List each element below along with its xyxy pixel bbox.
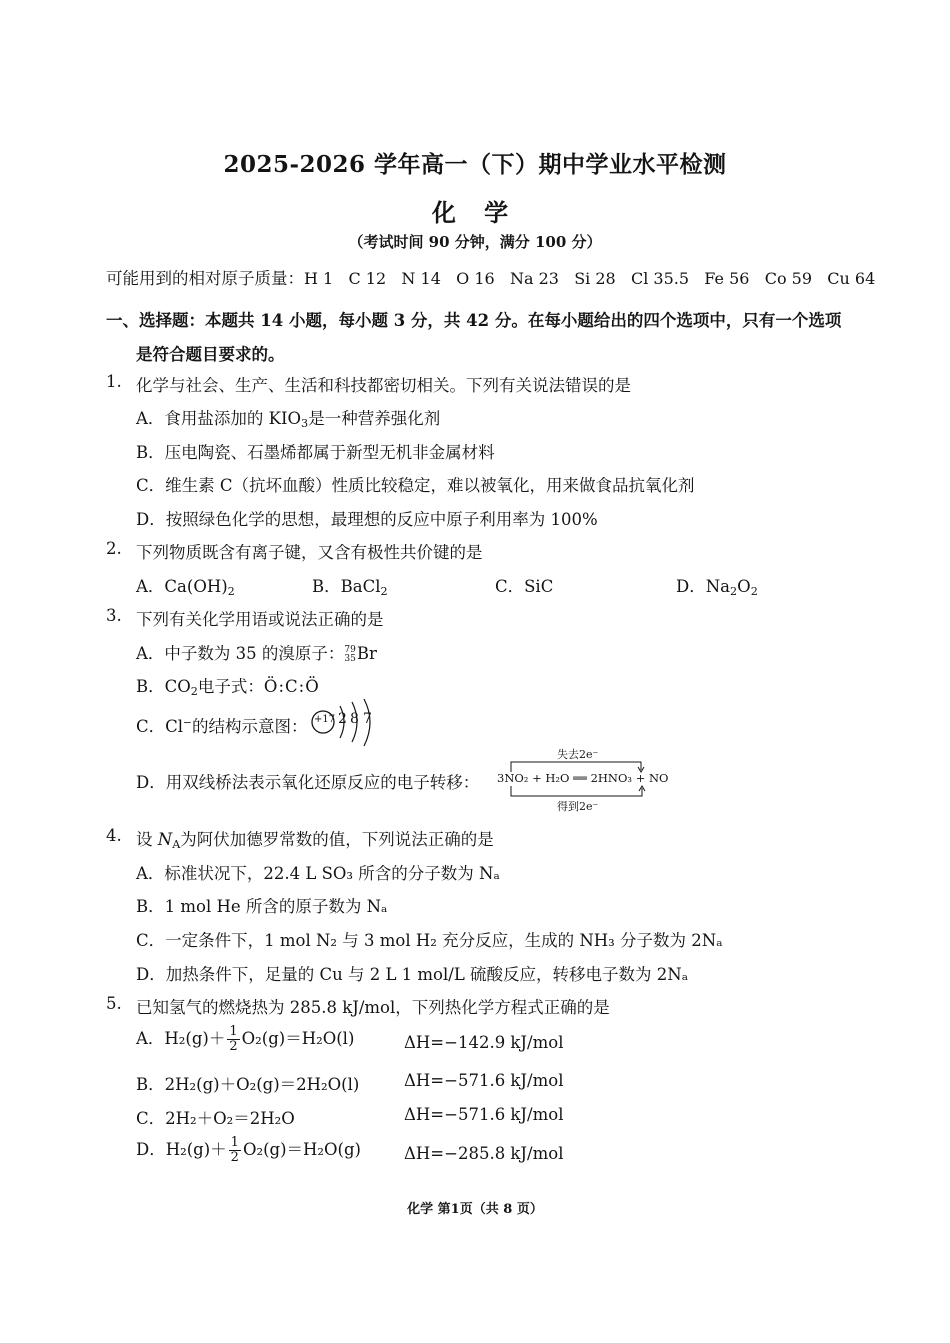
subject-title: 化 学 — [431, 198, 519, 227]
q2-option-a: A．$Ca(OH)_2$ — [136, 577, 235, 598]
q4-option-b: B．1 mol He 所含的原子数为 Nₐ — [136, 897, 388, 916]
exam-title: 2025-2026 学年高一（下）期中学业水平检测 — [223, 151, 727, 178]
atomic-masses-label: 可能用到的相对原子质量： — [106, 269, 304, 288]
question-3 — [106, 606, 384, 629]
q5-option-c-enthalpy: ΔH=−571.6 kJ/mol — [404, 1105, 564, 1124]
question-stem: 已知氢气的燃烧热为 285.8 kJ/mol，下列热化学方程式正确的是 — [136, 998, 610, 1017]
double-bridge-diagram — [497, 748, 669, 813]
q1-option-c: C．维生素 C（抗坏血酸）性质比较稳定，难以被氧化，用来做食品抗氧化剂 — [136, 476, 695, 495]
q5-option-d-enthalpy: ΔH=−285.8 kJ/mol — [404, 1144, 564, 1163]
atomic-masses-values: H 1 C 12 N 14 O 16 Na 23 Si 28 Cl 35.5 Fe 56 Co 59 Cu 64 — [304, 269, 876, 288]
section-heading: 一、选择题：本题共 14 小题，每小题 3 分，共 42 分。在每小题给出的四个选项中，只有一个选项 — [106, 311, 842, 330]
question-stem: 化学与社会、生产、生活和科技都密切相关。下列有关说法错误的是 — [136, 376, 631, 395]
question-stem: 下列物质既含有离子键，又含有极性共价键的是 — [136, 543, 483, 562]
shell-3: 7 — [363, 711, 372, 727]
q3-option-a: A．中子数为 35 的溴原子： 79 35 Br — [136, 644, 377, 664]
shell-2: 8 — [350, 711, 359, 727]
page-footer: 化学 第1页（共 8 页） — [407, 1202, 543, 1217]
q3-option-b: B．$CO_2$电子式：Ö:C:Ö — [136, 677, 320, 698]
question-stem: 下列有关化学用语或说法正确的是 — [136, 610, 384, 629]
electron-dot-formula: Ö:C:Ö — [263, 677, 320, 696]
question-number: 3. — [106, 606, 122, 625]
fraction-one-half: $\frac{1}{2}$ — [229, 1024, 238, 1054]
redox-equation: 3NO₂ + H₂O ══ 2HNO₃ + NO — [497, 771, 669, 785]
question-number: 4. — [106, 826, 122, 845]
q3-option-d: D．用双线桥法表示氧化还原反应的电子转移： — [136, 773, 480, 792]
q4-option-d: D．加热条件下，足量的 Cu 与 2 L 1 mol/L 硫酸反应，转移电子数为 2Nₐ — [136, 965, 689, 984]
q1-option-a: A．食用盐添加的 $KIO_3$是一种营养强化剂 — [136, 409, 441, 430]
q1-option-d: D．按照绿色化学的思想，最理想的反应中原子利用率为 100% — [136, 510, 598, 529]
question-number: 1. — [106, 372, 122, 391]
gain-electrons-label: 得到2e⁻ — [557, 800, 599, 813]
question-5 — [106, 994, 610, 1017]
q4-option-c: C．一定条件下，1 mol N₂ 与 3 mol H₂ 充分反应，生成的 NH₃ 分子数为 2Nₐ — [136, 931, 723, 950]
nuclide-notation: 79 35 — [344, 645, 356, 664]
section-heading-cont: 是符合题目要求的。 — [136, 345, 285, 364]
question-2 — [106, 539, 483, 562]
q5-option-b: B．2H₂(g)＋O₂(g)＝2H₂O(l) — [136, 1075, 360, 1094]
q5-option-d: D．H₂(g)＋ $\frac{1}{2}$ O₂(g)＝H₂O(g) — [136, 1135, 361, 1165]
q2-option-d: D．$Na_2O_2$ — [676, 577, 758, 598]
question-number: 5. — [106, 994, 122, 1013]
q4-option-a: A．标准状况下，22.4 L SO₃ 所含的分子数为 Nₐ — [136, 864, 500, 883]
q2-option-c: C．SiC — [495, 577, 554, 596]
question-stem: 设 $N_A$为阿伏加德罗常数的值，下列说法正确的是 — [136, 830, 494, 851]
fraction-one-half: $\frac{1}{2}$ — [230, 1135, 239, 1165]
q1-option-b: B．压电陶瓷、石墨烯都属于新型无机非金属材料 — [136, 443, 495, 462]
q3-option-c: C．Cl−的结构示意图： — [136, 716, 308, 736]
q5-option-c: C．2H₂＋O₂＝2H₂O — [136, 1109, 295, 1128]
atom-structure-diagram — [310, 698, 380, 750]
q5-option-b-enthalpy: ΔH=−571.6 kJ/mol — [404, 1071, 564, 1090]
shell-1: 2 — [338, 711, 347, 727]
atomic-masses — [106, 265, 875, 289]
q2-option-b: B．BaCl$_2$ — [312, 577, 388, 598]
q5-option-a-enthalpy: ΔH=−142.9 kJ/mol — [404, 1033, 564, 1052]
exam-info: （考试时间 90 分钟，满分 100 分） — [348, 233, 602, 251]
q5-option-a: A．H₂(g)＋ $\frac{1}{2}$ O₂(g)＝H₂O(l) — [136, 1024, 355, 1054]
question-4 — [106, 826, 494, 851]
question-number: 2. — [106, 539, 122, 558]
lose-electrons-label: 失去2e⁻ — [557, 748, 599, 761]
nucleus-charge: +17 — [314, 714, 336, 725]
question-1 — [106, 372, 631, 395]
